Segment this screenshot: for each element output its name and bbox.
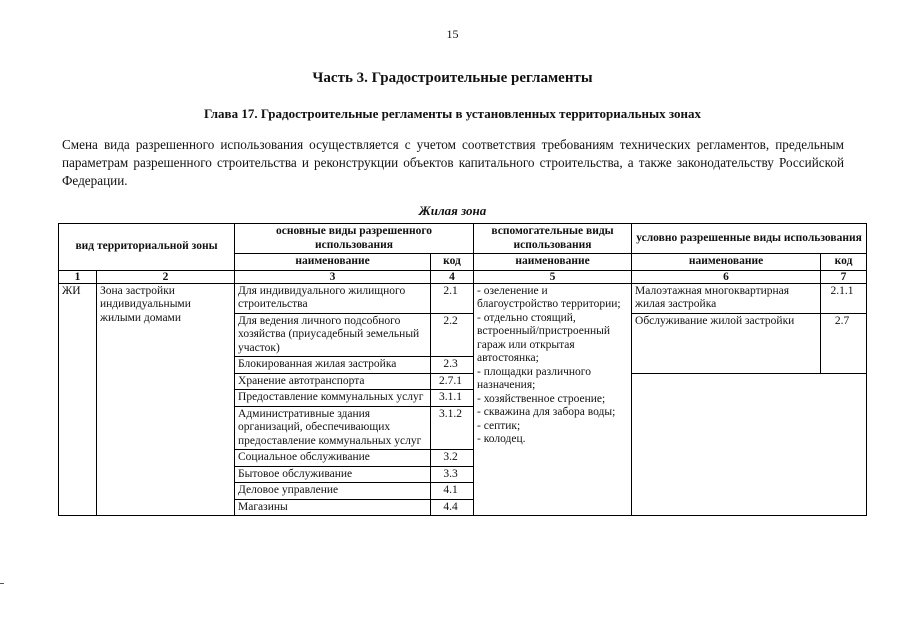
part-title: Часть 3. Градостроительные регламенты xyxy=(312,70,593,86)
aux-use-item: - отдельно стоящий, встроенный/пристроенный гараж или открытая автостоянка; xyxy=(477,311,611,364)
header-conditional-uses: условно разрешенные виды использования xyxy=(632,224,867,254)
column-number: 1 xyxy=(59,270,97,283)
column-number: 6 xyxy=(632,270,821,283)
conditional-empty-cell xyxy=(632,373,867,516)
aux-use-item: - площадки различного назначения; xyxy=(477,365,591,391)
main-use-code: 2.7.1 xyxy=(431,373,474,390)
header-aux-uses: вспомогательные виды использования xyxy=(474,224,632,254)
column-number: 4 xyxy=(431,270,474,283)
main-use-code: 2.3 xyxy=(431,357,474,374)
header-main-name: наименование xyxy=(235,254,431,271)
conditional-use-name: Малоэтажная многоквартирная жилая застройка xyxy=(632,283,821,313)
main-use-name: Предоставление коммунальных услуг xyxy=(235,390,431,407)
main-use-name: Для ведения личного подсобного хозяйства (приусадебный земельный участок) xyxy=(235,313,431,357)
main-use-code: 3.1.1 xyxy=(431,390,474,407)
column-number: 2 xyxy=(97,270,235,283)
table-caption: Жилая зона xyxy=(418,203,487,218)
chapter-title: Глава 17. Градостроительные регламенты в установленных территориальных зонах xyxy=(203,106,702,121)
main-use-name: Деловое управление xyxy=(235,483,431,500)
main-use-name: Магазины xyxy=(235,499,431,516)
aux-use-item: - хозяйственное строение; xyxy=(477,392,606,405)
header-cond-name: наименование xyxy=(632,254,821,271)
main-use-code: 3.2 xyxy=(431,450,474,467)
column-number: 5 xyxy=(474,270,632,283)
header-aux-name: наименование xyxy=(474,254,632,271)
conditional-use-name: Обслуживание жилой застройки xyxy=(632,313,821,373)
header-main-uses: основные виды разрешенного использования xyxy=(235,224,474,254)
main-use-code: 4.4 xyxy=(431,499,474,516)
main-use-name: Блокированная жилая застройка xyxy=(235,357,431,374)
column-number: 3 xyxy=(235,270,431,283)
main-use-name: Для индивидуального жилищного строительства xyxy=(235,283,431,313)
aux-uses-cell xyxy=(474,283,632,516)
aux-use-item: - скважина для забора воды; xyxy=(477,406,616,418)
intro-paragraph: Смена вида разрешенного использования осуществляется с учетом соответствия требованиям технических регламентов, предельным параметрам разрешенного строительства и реконструкции объектов капитального строительства, а также законодательству Российской Федерации. xyxy=(62,137,844,188)
page-number: 15 xyxy=(446,27,459,41)
main-use-code: 2.2 xyxy=(431,313,474,357)
header-zone-type: вид территориальной зоны xyxy=(59,224,235,271)
main-use-code: 3.1.2 xyxy=(431,406,474,450)
main-use-code: 3.3 xyxy=(431,466,474,483)
main-use-name: Бытовое обслуживание xyxy=(235,466,431,483)
aux-use-item: - септик; xyxy=(477,419,521,432)
header-cond-code: код xyxy=(821,254,867,271)
aux-use-item: - колодец. xyxy=(477,433,526,445)
zone-code-cell: ЖИ xyxy=(59,283,97,516)
main-use-name: Хранение автотранспорта xyxy=(235,373,431,390)
main-use-code: 4.1 xyxy=(431,483,474,500)
zone-name-cell: Зона застройки индивидуальными жилыми домами xyxy=(97,283,235,516)
main-use-code: 2.1 xyxy=(431,283,474,313)
page-margin-mark xyxy=(0,583,4,584)
header-row-1 xyxy=(59,224,867,254)
header-main-code: код xyxy=(431,254,474,271)
conditional-use-code: 2.7 xyxy=(821,313,867,373)
column-number: 7 xyxy=(821,270,867,283)
conditional-use-code: 2.1.1 xyxy=(821,283,867,313)
main-use-name: Социальное обслуживание xyxy=(235,450,431,467)
column-numbers-row xyxy=(59,270,867,283)
regulations-table xyxy=(58,223,867,516)
main-use-name: Административные здания организаций, обеспечивающих предоставление коммунальных услуг xyxy=(235,406,431,450)
table-row xyxy=(59,283,867,313)
aux-use-item: - озеленение и благоустройство территории; xyxy=(477,284,621,310)
